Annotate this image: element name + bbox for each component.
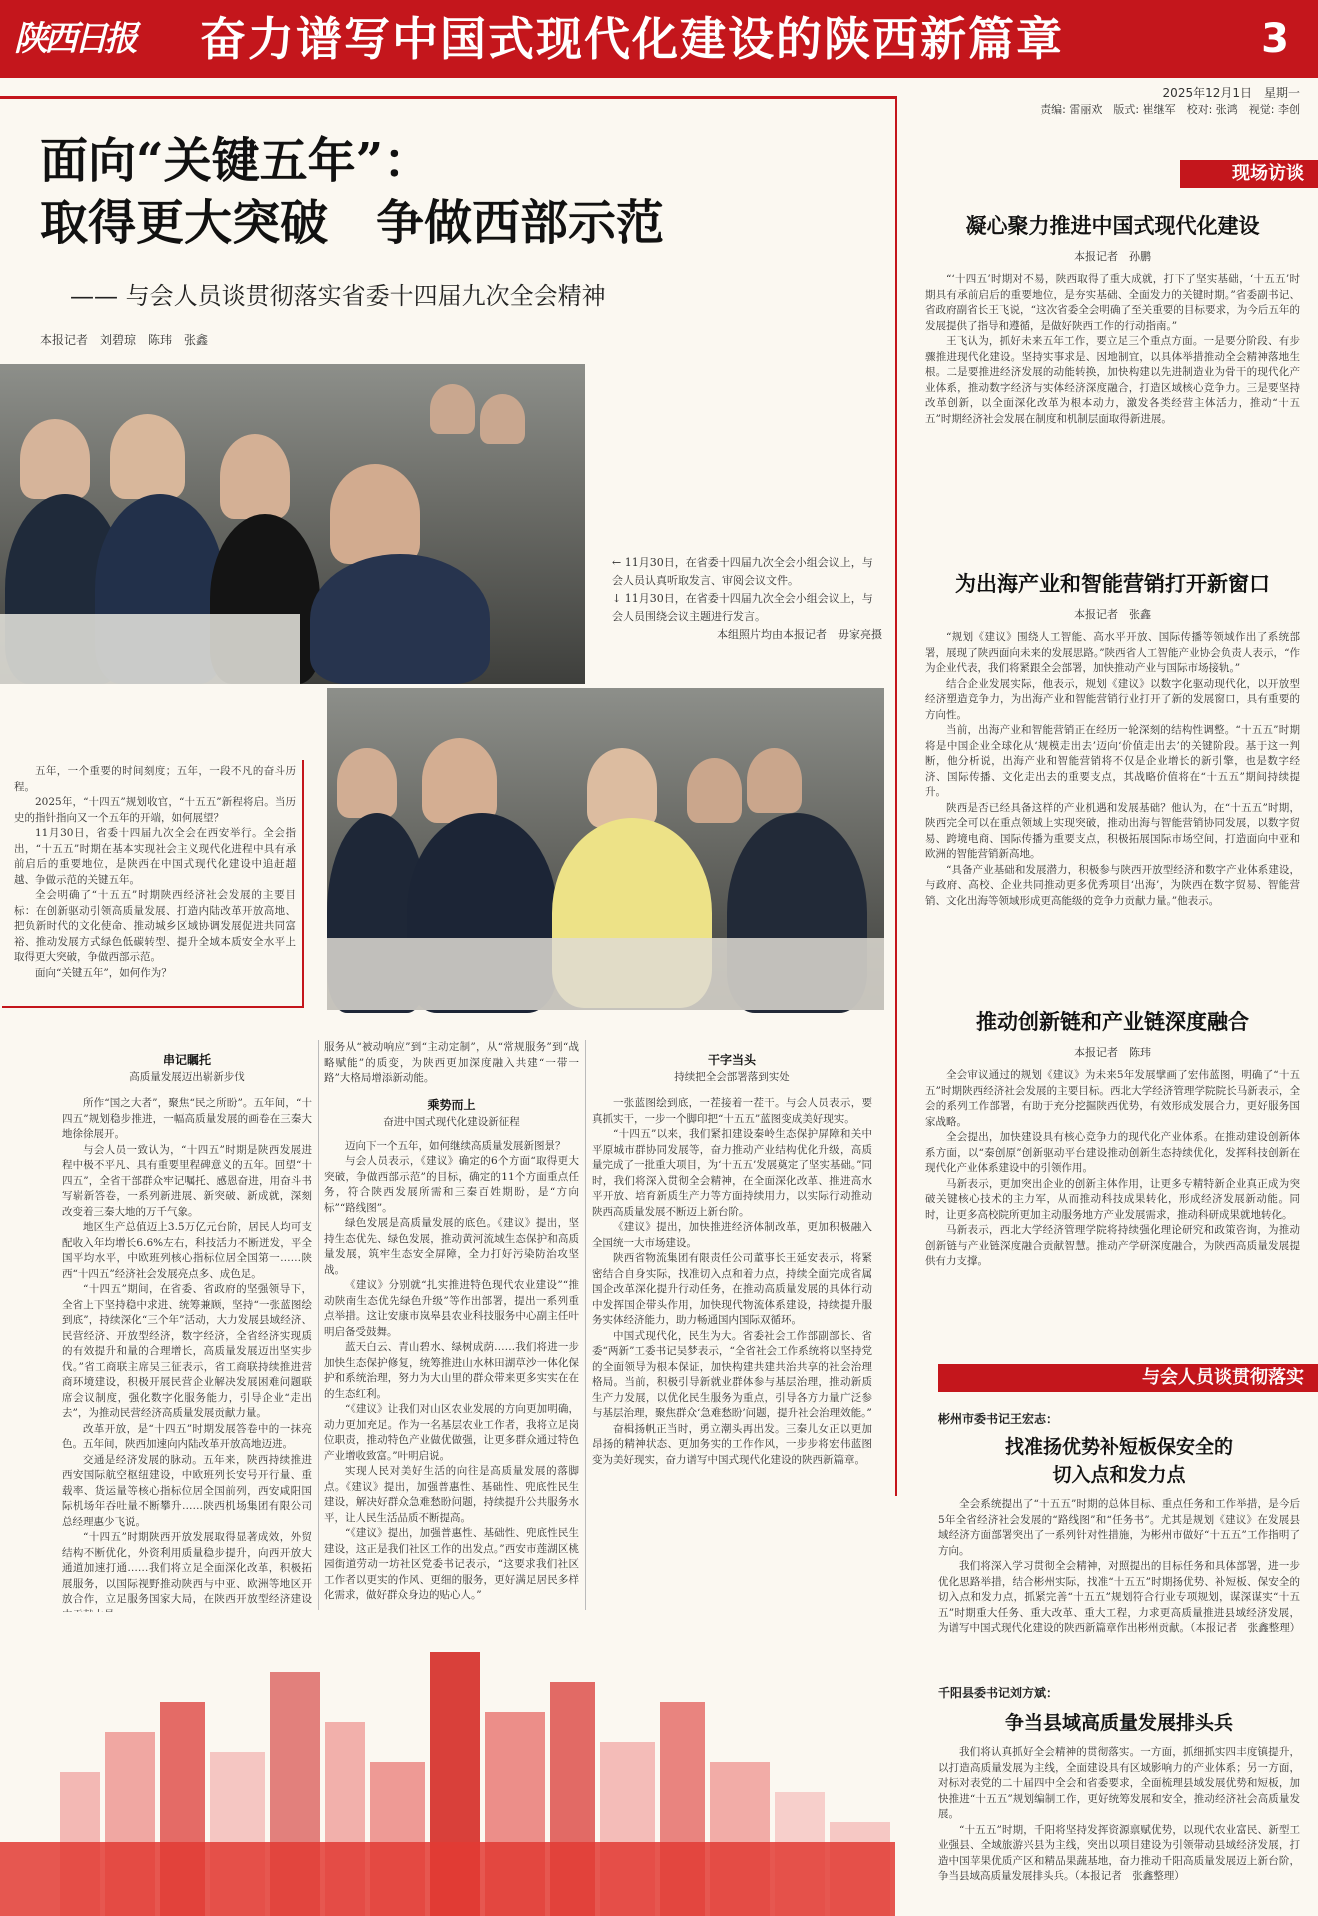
body-paragraph: 王飞认为，抓好未来五年工作，要立足三个重点方面。一是要分阶段、有步骤推进现代化建设。坚持实事求是、因地制宜，以具体举措推动全会精神落地生根。二是要推进经济发展的动能转换，加快构建以先进制造业为骨干的现代化产业体系，推动数字经济与实体经济深度融合，打造区域核心竞争力。三是要坚持改革创新，以全面深化改革为根本动力，激发各类经营主体活力，推动“十五五”时期经济社会发展在制度和机制层面取得新进展。 [925, 335, 1300, 425]
newspaper-logo: 陕西日报 [14, 19, 134, 59]
article-title: 为出海产业和智能营销打开新窗口 [955, 571, 1270, 596]
column-divider [895, 96, 897, 1496]
interview-article-4 [938, 1410, 1300, 1650]
body-paragraph: “《建议》提出，加强普惠性、基础性、兜底性民生建设，这正是我们社区工作的出发点。”西安市莲湖区桃园街道劳动一坊社区党委书记表示，“这要求我们社区工作者以更实的作风、更细的服务，更好满足居民多样化需求，做好群众身边的贴心人。” [324, 1527, 579, 1601]
article-column-1 [62, 1052, 312, 1607]
meeting-photo-2 [327, 688, 884, 1010]
body-paragraph: 当前，出海产业和智能营销正在经历一轮深刻的结构性调整。“十五五”时期将是中国企业全球化从‘规模走出去’迈向‘价值走出去’的关键阶段。基于这一判断，他分析说，出海产业和智能营销将不仅是企业增长的新引擎，也是数字经济、国际传播、文化走出去的重要支点，其战略价值将在“十五五”期间持续提升。 [925, 724, 1300, 798]
section-subheading: 奋进中国式现代化建设新征程 [383, 1115, 520, 1128]
body-paragraph: 我们将深入学习贯彻全会精神，对照提出的目标任务和具体部署，进一步优化思路举措，结合彬州实际，找准“十五五”时期扬优势、补短板、保安全的切入点和发力点，抓紧完善“十五五”规划符合行业专项规划，谋深谋实“十五五”时期重大任务、重大改革、重大工程，力求更高质量推进县域经济发展，为谱写中国式现代化建设的陕西新篇章作出彬州贡献。（本报记者 张鑫整理） [938, 1560, 1301, 1634]
headline-line-1: 面向“关键五年”： [40, 133, 432, 189]
photo-captions [612, 554, 882, 644]
body-paragraph: 绿色发展是高质量发展的底色。《建议》提出，坚持生态优先、绿色发展，推动黄河流域生态保护和高质量发展，筑牢生态安全屏障，全力打好污染防治攻坚战。 [324, 1217, 579, 1276]
caption-credit: 本组照片均由本报记者 毋家亮摄 [717, 628, 882, 641]
issue-date: 2025年12月1日 星期一 [1162, 86, 1300, 100]
meeting-photo-1 [0, 364, 585, 684]
body-paragraph: “规划《建议》围绕人工智能、高水平开放、国际传播等领域作出了系统部署，展现了陕西面向未来的发展思路。”陕西省人工智能产业协会负责人表示，“作为企业代表，我们将紧跟全会部署，加快推动产业与国际市场接轨。” [925, 631, 1300, 674]
body-paragraph: 改革开放，是“十四五”时期发展答卷中的一抹亮色。五年间，陕西加速向内陆改革开放高地迈进。 [62, 1422, 312, 1450]
body-paragraph: 交通是经济发展的脉动。五年来，陕西持续推进西安国际航空枢纽建设，中欧班列长安号开行量、重载率、货运量等核心指标位居全国前列，西安咸阳国际机场年吞吐量不断攀升……陕西机场集团有限公司总经理惠少飞说。 [62, 1453, 312, 1528]
speaker-lead: 彬州市委书记王宏志： [938, 1412, 1059, 1426]
lead-paragraph: 全会明确了“十五五”时期陕西经济社会发展的主要目标：在创新驱动引领高质量发展、打造内陆改革开放高地、把负新时代的文化使命、推动城乡区域协调发展促进共同富裕、推动发展方式绿色低碳转型、提升全域本质安全水平上取得更大突破，争做西部示范。 [14, 889, 296, 963]
lead-paragraph: 2025年，“十四五”规划收官，“十五五”新程将启。当历史的指针指向又一个五年的开端，如何展望？ [14, 796, 296, 824]
body-paragraph: “十四五”时期陕西开放发展取得显著成效，外贸结构不断优化，外资利用质量稳步提升，向西开放大通道加速打通……我们将立足全面深化改革，积极拓展服务，以国际视野推动陕西与中亚、欧洲等地区开放合作，立足服务国家大局，在陕西开放型经济建设 [62, 1531, 312, 1605]
body-paragraph: 与会人员一致认为，“十四五”时期是陕西发展进程中极不平凡、具有重要里程碑意义的五年。回望“十四五”，全省干部群众牢记嘱托、感恩奋进，用奋斗书写崭新答卷，一系列新进展、新突破、新成就，深刻改变着三秦大地的万千气象。 [62, 1143, 312, 1218]
lead-paragraph: 五年，一个重要的时间刻度；五年，一段不凡的奋斗历程。 [14, 765, 296, 793]
article-title: 推动创新链和产业链深度融合 [976, 1009, 1249, 1034]
body-paragraph: 马新表示，更加突出企业的创新主体作用，让更多专精特新企业真正成为突破关键核心技术的主力军，从而推动科技成果转化，形成经济发展新动能。同时，让更多高校院所更加主动服务地方产业发展需求，推动科研成果就地转化。 [925, 1177, 1300, 1221]
section-subheading: 高质量发展迈出崭新步伐 [129, 1071, 245, 1083]
page-banner-title: 奋力谱写中国式现代化建设的陕西新篇章 [200, 12, 1064, 66]
body-paragraph: 我们将认真抓好全会精神的贯彻落实。一方面，抓细抓实四丰度镇提升，以打造高质量发展为主线，全面建设具有区域影响力的产业体系；另一方面，对标对表党的二十届四中全会和省委要求，全面梳理县域发展优势和短板，加快推进“十五五”规划编制工作，更好统筹发展和安全，推动经济社会高质量发展。 [938, 1746, 1300, 1820]
article-column-2 [324, 1040, 579, 1608]
section-heading: 乘势而上 [427, 1097, 476, 1112]
body-paragraph: “十四五”期间，在省委、省政府的坚强领导下，全省上下坚持稳中求进、统筹兼顾，坚持“一张蓝图绘到底”，持续深化“三个年”活动，大力发展县域经济、民营经济、开放型经济，数字经济，全省经济实现质的有效提升和量的合理增长，高质量发展迈出坚实步伐。”省工商联主席吴三征表示，省工商联持续推进营商环境建设，积极开展民营企业解决发展困难问题联席会议制度，强化数字化服务能力，引导企业“走出去”，为推动民营经济高质量发展贡献力量。 [62, 1283, 312, 1419]
section-subheading: 持续把全会部署落到实处 [674, 1071, 790, 1083]
body-paragraph: 陕西省物流集团有限责任公司董事长王延安表示，将紧密结合自身实际，找准切入点和着力点，持续全面完成省属国企改革深化提升行动任务，在推动高质量发展的具体行动中发挥国企带头作用，加快现代物流体系建设，持续提升服务实体经济能力，助力畅通国内国际双循环。 [592, 1252, 872, 1326]
page-number: 3 [1261, 16, 1289, 62]
body-paragraph: “具备产业基础和发展潜力，积极参与陕西开放型经济和数字产业体系建设，与政府、高校、企业共同推动更多优秀项目‘出海’，为陕西在数字贸易、智能营销、文化出海等领域形成更高能级的竞争力贡献力量。”他表示。 [925, 863, 1300, 907]
body-paragraph: “‘十四五’时期对不易，陕西取得了重大成就，打下了坚实基础，‘十五五’时期具有承前启后的重要地位，是夯实基础、全面发力的关键时期。”省委副书记、省政府副省长王飞说，“这次省委全会明确了至关重要的目标要求，为今后五年的发展提供了指导和遵循，是做好陕西工作的行动指南。” [925, 273, 1300, 332]
article-title: 凝心聚力推进中国式现代化建设 [965, 213, 1260, 238]
staff-credits: 责编: 雷丽欢 版式: 崔继军 校对: 张鸿 视觉: 李创 [1040, 103, 1300, 116]
lead-paragraph: 面向“关键五年”，如何作为？ [35, 966, 172, 979]
body-paragraph: “十四五”以来，我们紧扣建设秦岭生态保护屏障和关中平原城市群协同发展等，奋力推动产业结构优化升级，高质量完成了一批重大项目，为‘十五五’发展奠定了坚实基础。”同时，我们将深入贯彻全会精神，在全面深化改革、推进高水平开放、培育新质生产力等方面持续用力，以实际行动推动陕西高质量发展不断迈上新台阶。 [592, 1128, 872, 1218]
top-rule [0, 96, 895, 99]
body-paragraph: 服务从“被动响应”到“主动定制”，从“常规服务”到“战略赋能”的质变，为陕西更加深度融入共建“一带一路”大格局增添新动能。 [324, 1041, 579, 1084]
section-tag-implementation: 与会人员谈贯彻落实 [938, 1364, 1318, 1392]
interview-article-3 [925, 1008, 1300, 1318]
body-paragraph: 全会审议通过的规划《建议》为未来5年发展擘画了宏伟蓝图，明确了“十五五”时期陕西经济社会发展的主要目标。西北大学经济管理学院院长马新表示，全会的系列工作部署，有助于充分挖掘陕西优势，有效形成发展合力，更好服务国家战略。 [925, 1069, 1300, 1128]
article-title-line-2: 切入点和发力点 [1052, 1464, 1186, 1486]
body-paragraph: 迈向下一个五年，如何继续高质量发展新图景？ [345, 1139, 566, 1152]
article-byline: 本报记者 孙鹏 [1074, 250, 1151, 263]
section-heading: 干字当头 [707, 1053, 756, 1067]
article-title: 争当县域高质量发展排头兵 [1004, 1712, 1233, 1734]
headline-line-2: 取得更大突破 争做西部示范 [40, 195, 665, 251]
body-paragraph: 蓝天白云、青山碧水、绿树成荫……我们将进一步加快生态保护修复，统筹推进山水林田湖草沙一体化保护和系统治理，努力为大山里的群众带来更多实实在在的生态红利。 [324, 1341, 579, 1400]
speaker-lead: 千阳县委书记刘方斌： [938, 1686, 1059, 1700]
body-paragraph: 陕西是否已经具备这样的产业机遇和发展基础？他认为，在“十五五”时期，陕西完全可以在重点领域上实现突破，推动出海与智能营销协同发展，以数字贸易、跨境电商、国际传播为重要支点，积极拓展国际市场空间，打造面向中亚和欧洲的智能营销新高地。 [925, 801, 1300, 860]
column-rule [585, 1040, 586, 1610]
lead-text [14, 764, 296, 981]
body-paragraph: 奋楫扬帆正当时，勇立潮头再出发。三秦儿女正以更加昂扬的精神状态、更加务实的工作作风，一步步将宏伟蓝图变为美好现实，奋力谱写中国式现代化建设的陕西新篇章。 [592, 1422, 872, 1466]
interview-article-5 [938, 1684, 1300, 1910]
body-paragraph: 《建议》分别就“扎实推进特色现代农业建设”“推动陕南生态优先绿色升级”等作出部署，提出一系列重点举措。这让安康市岚皋县农业科技服务中心副主任叶明启备受鼓舞。 [324, 1279, 579, 1338]
lead-paragraph: 11月30日，省委十四届九次全会在西安举行。全会指出，“十五五”时期在基本实现社会主义现代化进程中具有承前启后的重要地位，是陕西在中国式现代化建设中追赶超越、争做示范的关键五年。 [14, 827, 296, 886]
interview-article-1 [925, 212, 1300, 547]
body-paragraph: 中国式现代化，民生为大。省委社会工作部副部长、省委“两新”工委书记吴梦表示，“全省社会工作系统将以坚持党的全面领导为根本保证，加快构建共建共治共享的社会治理格局。当前，积极引导新就业群体参与基层治理，推动新质生产力发展，以优化民生服务为重点，引导各方力量广泛参与基层治理，聚焦群众‘急难愁盼’问题，提升社会治理效能。” [592, 1329, 872, 1419]
article-title-line-1: 找准扬优势补短板保安全的 [1004, 1436, 1233, 1458]
section-heading: 串记瞩托 [162, 1053, 211, 1067]
caption-photo-2: ↓ 11月30日，在省委十四届九次全会小组会议上，与会人员围绕会议主题进行发言。 [612, 592, 873, 623]
body-paragraph: 实现人民对美好生活的向往是高质量发展的落脚点。《建议》提出，加强普惠性、基础性、兜底性民生建设，解决好群众急难愁盼问题，持续提升公共服务水平，让人民生活品质不断提高。 [324, 1465, 579, 1524]
body-paragraph: 地区生产总值迈上3.5万亿元台阶，居民人均可支配收入年均增长6.6%左右，科技活力不断迸发，平全国平均水平，中欧班列核心指标位居全国第一……陕西“十四五”经济社会发展亮点多、成色足。 [62, 1221, 312, 1280]
body-paragraph: “十五五”时期，千阳将坚持发挥资源禀赋优势，以现代农业富民、新型工业强县、全域旅游兴县为主线，突出以项目建设为引领带动县域经济发展，打造中国苹果优质产区和精品果蔬基地，奋力推动千阳高质量发展迈上新台阶，争当县域高质量发展排头兵。（本报记者 张鑫整理） [938, 1823, 1300, 1882]
body-paragraph: 《建议》提出，加快推进经济体制改革，更加积极融入全国统一大市场建设。 [592, 1221, 872, 1249]
body-paragraph: “《建议》让我们对山区农业发展的方向更加明确，动力更加充足。作为一名基层农业工作者，我将立足岗位职责，推动特色产业做优做强，让更多群众通过特色产业增收致富。”叶明启说。 [324, 1403, 579, 1462]
city-skyline-illustration [0, 1612, 895, 1916]
subheadline: —— 与会人员谈贯彻落实省委十四届九次全会精神 [70, 282, 606, 310]
column-rule [318, 1040, 319, 1610]
main-headline [40, 130, 900, 254]
caption-photo-1: ← 11月30日，在省委十四届九次全会小组会议上，与会人员认真听取发言、审阅会议文件。 [612, 556, 873, 587]
body-paragraph: 结合企业发展实际，他表示，规划《建议》以数字化驱动现代化，以开放型经济塑造竞争力，为出海产业和智能营销行业打开了新的发展窗口，具有重要的方向性。 [925, 677, 1300, 721]
article-byline: 本报记者 陈玮 [1074, 1046, 1151, 1059]
section-tag-interviews: 现场访谈 [1180, 160, 1318, 188]
body-paragraph: 一张蓝图绘到底，一茬接着一茬干。与会人员表示，要真抓实干，一步一个脚印把“十五五”蓝图变成美好现实。 [592, 1097, 872, 1125]
interview-article-2 [925, 570, 1300, 970]
article-byline: 本报记者 张鑫 [1074, 608, 1151, 621]
article-column-3 [592, 1052, 872, 1607]
main-byline: 本报记者 刘碧琼 陈玮 张鑫 [40, 333, 209, 347]
body-paragraph: 全会系统提出了“十五五”时期的总体目标、重点任务和工作举措，是今后5年全省经济社会发展的“路线图”和“任务书”。尤其是规划《建议》在发展县域经济方面部署突出了一系列针对性措施，为彬州市做好“十五五”工作指明了方向。 [938, 1498, 1300, 1557]
body-paragraph: 马新表示，西北大学经济管理学院将持续强化理论研究和政策咨询，为推动创新链与产业链深度融合贡献智慧。推动产学研深度融合，为陕西高质量发展提供有力支撑。 [925, 1224, 1300, 1267]
body-paragraph: 全会提出，加快建设具有核心竞争力的现代化产业体系。在推动建设创新体系方面，以“秦创原”创新驱动平台建设推动创新生态持续优化，发挥科技创新在现代化产业体系建设中的引领作用。 [925, 1131, 1300, 1174]
body-paragraph: 所作“国之大者”，聚焦“民之所盼”。五年间，“十四五”规划稳步推进，一幅高质量发展的画卷在三秦大地徐徐展开。 [62, 1097, 312, 1140]
body-paragraph: 与会人员表示，《建议》确定的6个方面“取得更大突破，争做西部示范”的目标，确定的11个方面重点任务，符合陕西发展所需和三秦百姓期盼，是“方向标”“路线图”。 [324, 1155, 579, 1214]
